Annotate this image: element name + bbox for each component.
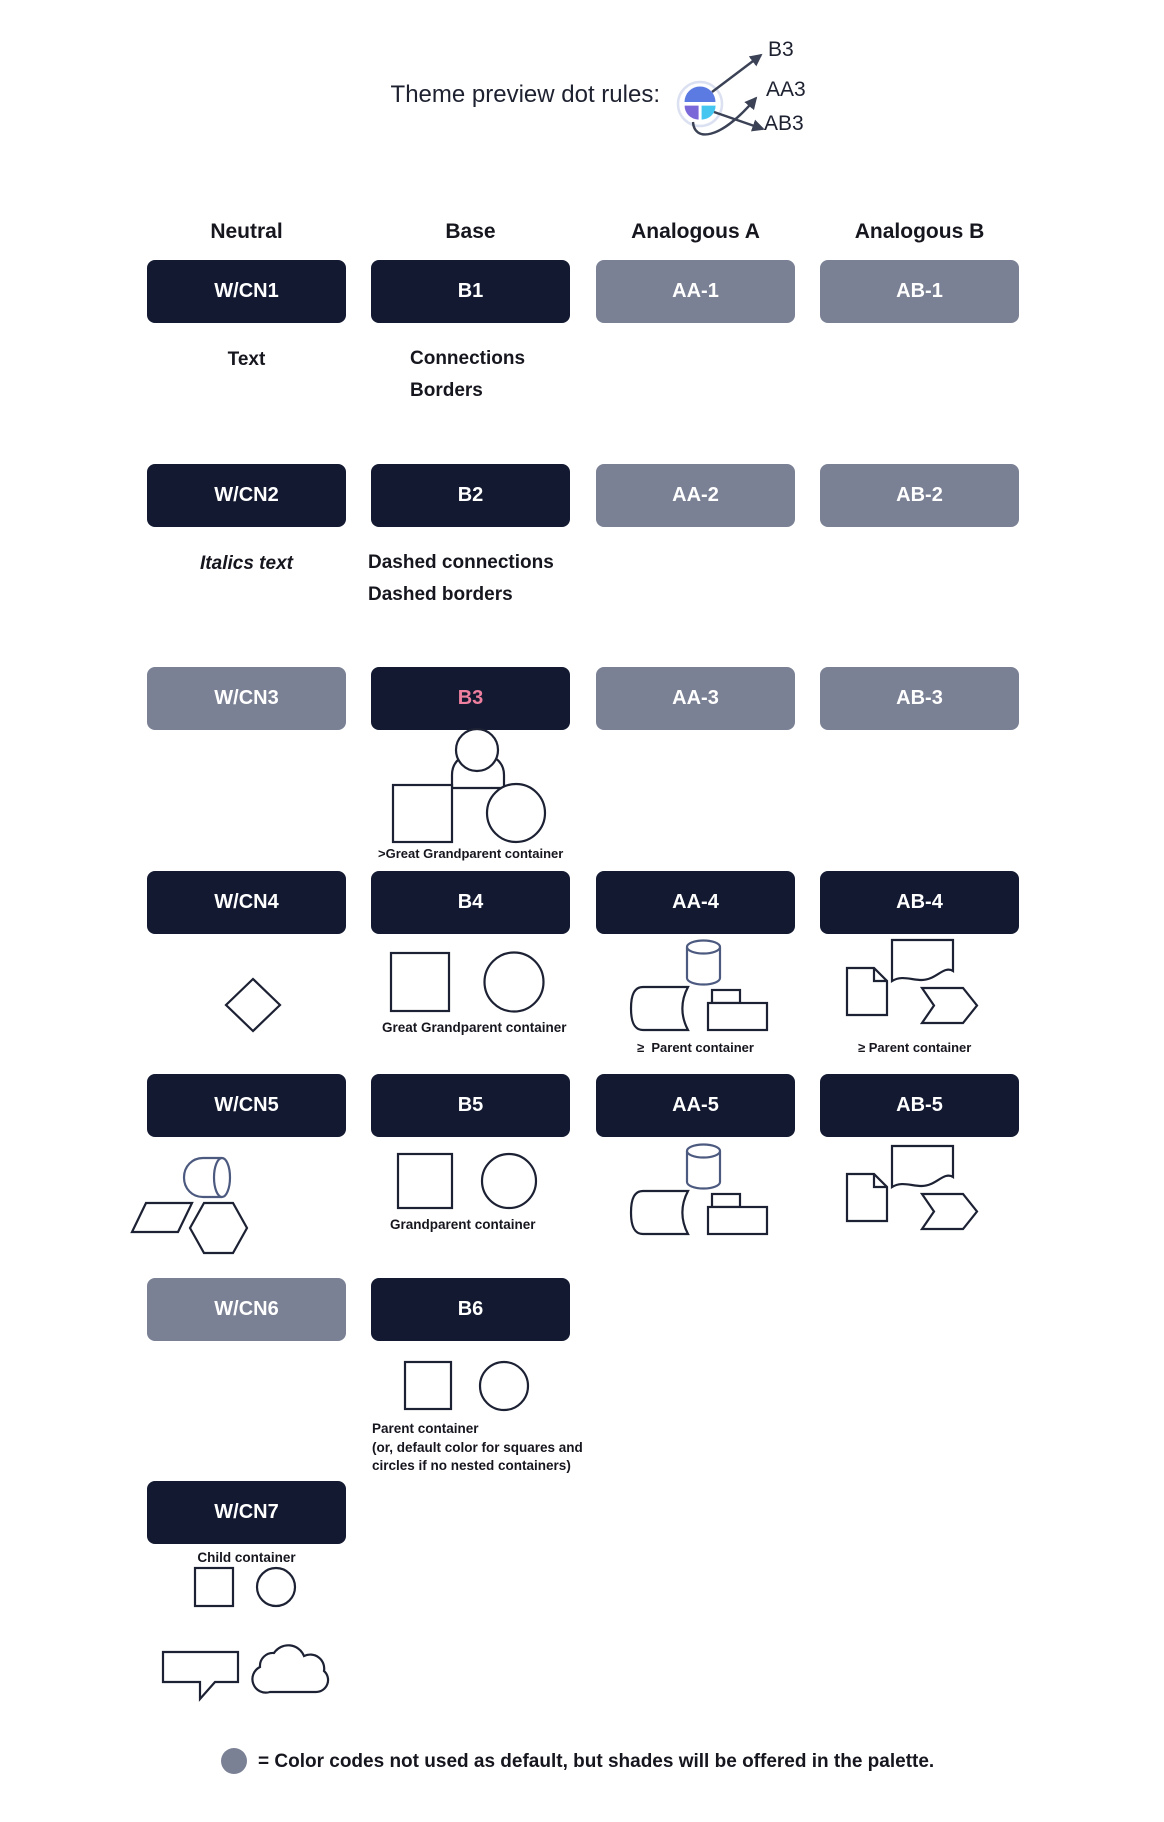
cloud-shape — [252, 1645, 328, 1692]
circle-shape — [480, 1362, 528, 1410]
shape-caption: Grandparent container — [390, 1217, 536, 1232]
swatch-w-cn2[interactable]: W/CN2 — [147, 464, 346, 527]
square-shape — [195, 1568, 233, 1606]
caption-line: Parent container — [372, 1421, 479, 1436]
circle-shape — [257, 1568, 295, 1606]
dot-label-b3: B3 — [768, 38, 794, 61]
page-title: Theme preview dot rules: — [390, 81, 660, 108]
horizontal-cylinder-end — [214, 1158, 230, 1197]
shape-cluster — [396, 1152, 540, 1210]
circle-shape — [487, 784, 545, 842]
swatch-w-cn5[interactable]: W/CN5 — [147, 1074, 346, 1137]
tabbed-rectangle-tab — [712, 1194, 740, 1207]
circle-shape — [485, 953, 544, 1012]
square-shape — [393, 785, 452, 842]
caption-line: circles if no nested containers) — [372, 1458, 571, 1473]
shape-cluster — [193, 1565, 299, 1609]
shape-caption: >Great Grandparent container — [378, 846, 564, 861]
person-head-icon — [456, 729, 498, 771]
column-header-analogous-a: Analogous A — [631, 220, 760, 243]
swatch-note — [147, 344, 346, 376]
dot-label-aa3: AA3 — [766, 78, 806, 101]
arrow-to-b3 — [712, 55, 761, 92]
tabbed-rectangle-shape — [708, 1207, 767, 1234]
cylinder-top — [687, 1145, 720, 1158]
swatch-ab-1[interactable]: AB-1 — [820, 260, 1019, 323]
shape-cluster — [628, 936, 773, 1034]
note-line: Dashed connections — [368, 552, 554, 573]
swatch-note — [368, 547, 554, 611]
swatch-ab-2[interactable]: AB-2 — [820, 464, 1019, 527]
shape-caption: ≥ Parent container — [858, 1040, 972, 1055]
swatch-note — [410, 343, 525, 407]
chevron-shape — [922, 1194, 977, 1229]
legend-dot-icon — [221, 1748, 247, 1774]
wavy-document-shape — [892, 940, 953, 981]
swatch-w-cn1[interactable]: W/CN1 — [147, 260, 346, 323]
shape-cluster — [845, 936, 985, 1028]
swatch-b3[interactable]: B3 — [371, 667, 570, 730]
swatch-b5[interactable]: B5 — [371, 1074, 570, 1137]
shape-cluster — [628, 1140, 773, 1238]
swatch-b1[interactable]: B1 — [371, 260, 570, 323]
shape-cluster — [845, 1142, 985, 1234]
chevron-shape — [922, 988, 977, 1023]
dot-label-ab3: AB3 — [764, 112, 804, 135]
tabbed-rectangle-shape — [708, 1003, 767, 1030]
shape-cluster — [403, 1360, 531, 1412]
column-header-analogous-b: Analogous B — [854, 220, 985, 243]
note-line: Text — [227, 349, 266, 370]
legend-text: = Color codes not used as default, but shades will be offered in the palette. — [258, 1751, 935, 1772]
stored-data-shape — [631, 1191, 688, 1234]
swatch-aa-4[interactable]: AA-4 — [596, 871, 795, 934]
note-line: Italics text — [200, 553, 293, 574]
diamond-shape — [226, 979, 280, 1031]
shape-caption: Great Grandparent container — [382, 1020, 567, 1035]
theme-preview-dot — [652, 28, 782, 150]
shape-cluster — [383, 726, 548, 848]
swatch-aa-3[interactable]: AA-3 — [596, 667, 795, 730]
speech-bubble-shape — [163, 1652, 238, 1699]
shape-cluster — [158, 1640, 333, 1704]
swatch-b6[interactable]: B6 — [371, 1278, 570, 1341]
shape-cluster — [223, 976, 283, 1034]
note-line: Connections — [410, 348, 526, 369]
square-shape — [398, 1154, 452, 1208]
swatch-aa-1[interactable]: AA-1 — [596, 260, 795, 323]
swatch-b2[interactable]: B2 — [371, 464, 570, 527]
swatch-w-cn3[interactable]: W/CN3 — [147, 667, 346, 730]
swatch-note — [147, 548, 346, 580]
swatch-ab-5[interactable]: AB-5 — [820, 1074, 1019, 1137]
column-header-base: Base — [445, 220, 496, 243]
caption-line: (or, default color for squares and — [372, 1439, 583, 1455]
wavy-document-shape — [892, 1146, 953, 1187]
swatch-w-cn4[interactable]: W/CN4 — [147, 871, 346, 934]
circle-shape — [482, 1154, 536, 1208]
tabbed-rectangle-tab — [712, 990, 740, 1003]
note-line: Dashed borders — [368, 584, 513, 605]
arrow-to-ab3 — [714, 112, 763, 129]
cylinder-top — [687, 941, 720, 954]
swatch-w-cn6[interactable]: W/CN6 — [147, 1278, 346, 1341]
shape-cluster — [126, 1150, 256, 1258]
square-shape — [405, 1362, 451, 1409]
pre-caption: Child container — [197, 1550, 296, 1565]
swatch-ab-4[interactable]: AB-4 — [820, 871, 1019, 934]
swatch-ab-3[interactable]: AB-3 — [820, 667, 1019, 730]
note-line: Borders — [410, 380, 483, 401]
stored-data-shape — [631, 987, 688, 1030]
hexagon-shape — [190, 1203, 247, 1253]
swatch-aa-2[interactable]: AA-2 — [596, 464, 795, 527]
swatch-b4[interactable]: B4 — [371, 871, 570, 934]
square-shape — [391, 953, 449, 1011]
swatch-w-cn7[interactable]: W/CN7 — [147, 1481, 346, 1544]
parallelogram-shape — [132, 1203, 192, 1232]
column-header-neutral: Neutral — [210, 220, 283, 243]
shape-caption — [372, 1420, 583, 1476]
document-shape — [847, 968, 887, 1015]
document-shape — [847, 1174, 887, 1221]
swatch-aa-5[interactable]: AA-5 — [596, 1074, 795, 1137]
shape-caption: ≥ Parent container — [637, 1040, 754, 1055]
shape-cluster — [389, 950, 547, 1014]
